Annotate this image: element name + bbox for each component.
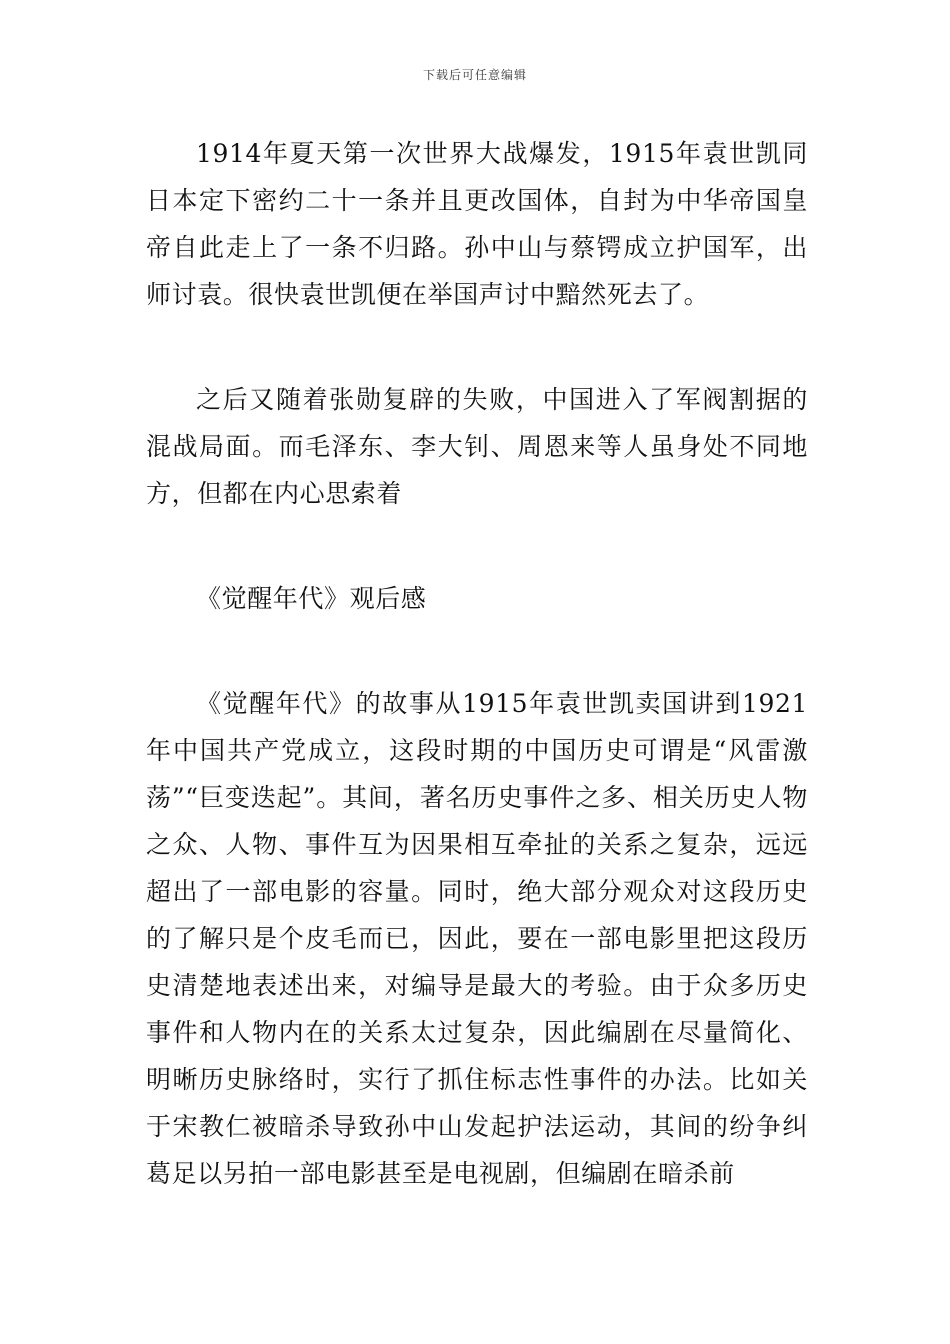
paragraph-2: 之后又随着张勋复辟的失败，中国进入了军阀割据的混战局面。而毛泽东、李大钊、周恩来等人虽身处不同地方，但都在内心思索着 bbox=[146, 385, 808, 508]
document-body bbox=[146, 130, 808, 1197]
section-heading: 《觉醒年代》观后感 bbox=[196, 584, 427, 613]
paragraph-gap bbox=[146, 622, 808, 680]
paragraph-3: 《觉醒年代》的故事从1915年袁世凯卖国讲到1921年中国共产党成立，这段时期的中国历史可谓是“风雷激荡”“巨变迭起”。其间，著名历史事件之多、相关历史人物之众、人物、事件互为因果相互牵扯的关系之复杂，远远超出了一部电影的容量。同时，绝大部分观众对这段历史的了解只是个皮毛而已，因此，要在一部电影里把这段历史清楚地表述出来，对编导是最大的考验。由于众多历史事件和人物内在的关系太过复杂，因此编剧在尽量简化、明晰历史脉络时，实行了抓住标志性事件的办法。比如关于宋教仁被暗杀导致孙中山发起护法运动，其间的纷争纠葛足以另拍一部电影甚至是电视剧，但编剧在暗杀前 bbox=[146, 689, 808, 1188]
header-note: 下载后可任意编辑 bbox=[422, 68, 527, 82]
paragraph-gap bbox=[146, 318, 808, 376]
paragraph-1: 1914年夏天第一次世界大战爆发，1915年袁世凯同日本定下密约二十一条并且更改国体，自封为中华帝国皇帝自此走上了一条不归路。孙中山与蔡锷成立护国军，出师讨袁。很快袁世凯便在举国声讨中黯然死去了。 bbox=[146, 139, 808, 309]
paragraph-gap bbox=[146, 517, 808, 575]
